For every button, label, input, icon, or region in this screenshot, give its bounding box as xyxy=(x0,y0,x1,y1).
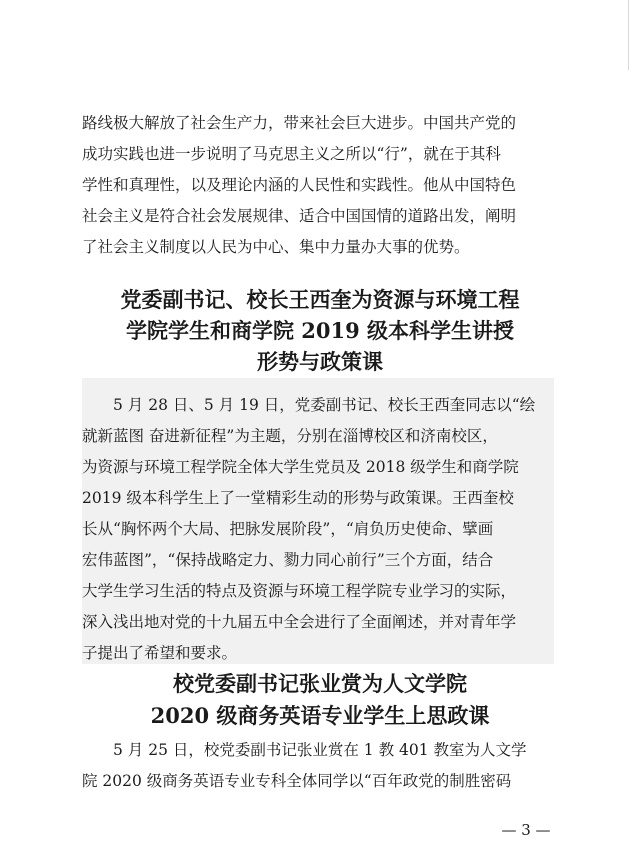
text-line: 了社会主义制度以人民为中心、集中力量办大事的优势。 xyxy=(82,238,470,256)
text-line: 宏伟蓝图”，“保持战略定力、勠力同心前行”三个方面，结合 xyxy=(82,551,494,569)
section-heading-1-line: 学院学生和商学院 2019 级本科学生讲授 xyxy=(125,318,515,343)
section-heading-1-line: 形势与政策课 xyxy=(257,349,383,374)
text-line: 长从“胸怀两个大局、把脉发展阶段”，“肩负历史使命、擘画 xyxy=(82,520,494,538)
text-line: 院 2020 级商务英语专业专科全体同学以“百年政党的制胜密码 xyxy=(82,772,512,790)
text-line: 5 月 25 日，校党委副书记张业赏在 1 教 401 教室为人文学 xyxy=(113,741,527,759)
text-line: 大学生学习生活的特点及资源与环境工程学院专业学习的实际， xyxy=(82,582,517,600)
section-heading-2-line: 2020 级商务英语专业学生上思政课 xyxy=(150,703,490,728)
page-number: — 3 — xyxy=(501,821,551,839)
text-line: 5 月 28 日、5 月 19 日，党委副书记、校长王西奎同志以“绘 xyxy=(113,396,536,414)
text-line: 为资源与环境工程学院全体大学生党员及 2018 级学生和商学院 xyxy=(82,458,519,476)
text-line: 学性和真理性，以及理论内涵的人民性和实践性。他从中国特色 xyxy=(82,176,517,194)
text-line: 社会主义是符合社会发展规律、适合中国国情的道路出发，阐明 xyxy=(82,207,517,225)
page-edge-rule xyxy=(628,0,629,70)
section-heading-2-line: 校党委副书记张业赏为人文学院 xyxy=(173,671,467,696)
text-line: 深入浅出地对党的十九届五中全会进行了全面阐述，并对青年学 xyxy=(82,613,517,631)
text-line: 2019 级本科学生上了一堂精彩生动的形势与政策课。王西奎校 xyxy=(82,489,514,507)
section-heading-1-line: 党委副书记、校长王西奎为资源与环境工程 xyxy=(120,287,520,312)
text-line: 就新蓝图 奋进新征程”为主题，分别在淄博校区和济南校区， xyxy=(82,427,498,445)
text-line: 成功实践也进一步说明了马克思主义之所以“行”，就在于其科 xyxy=(82,145,501,163)
text-line: 路线极大解放了社会生产力，带来社会巨大进步。中国共产党的 xyxy=(82,114,517,132)
text-line: 子提出了希望和要求。 xyxy=(82,644,238,662)
